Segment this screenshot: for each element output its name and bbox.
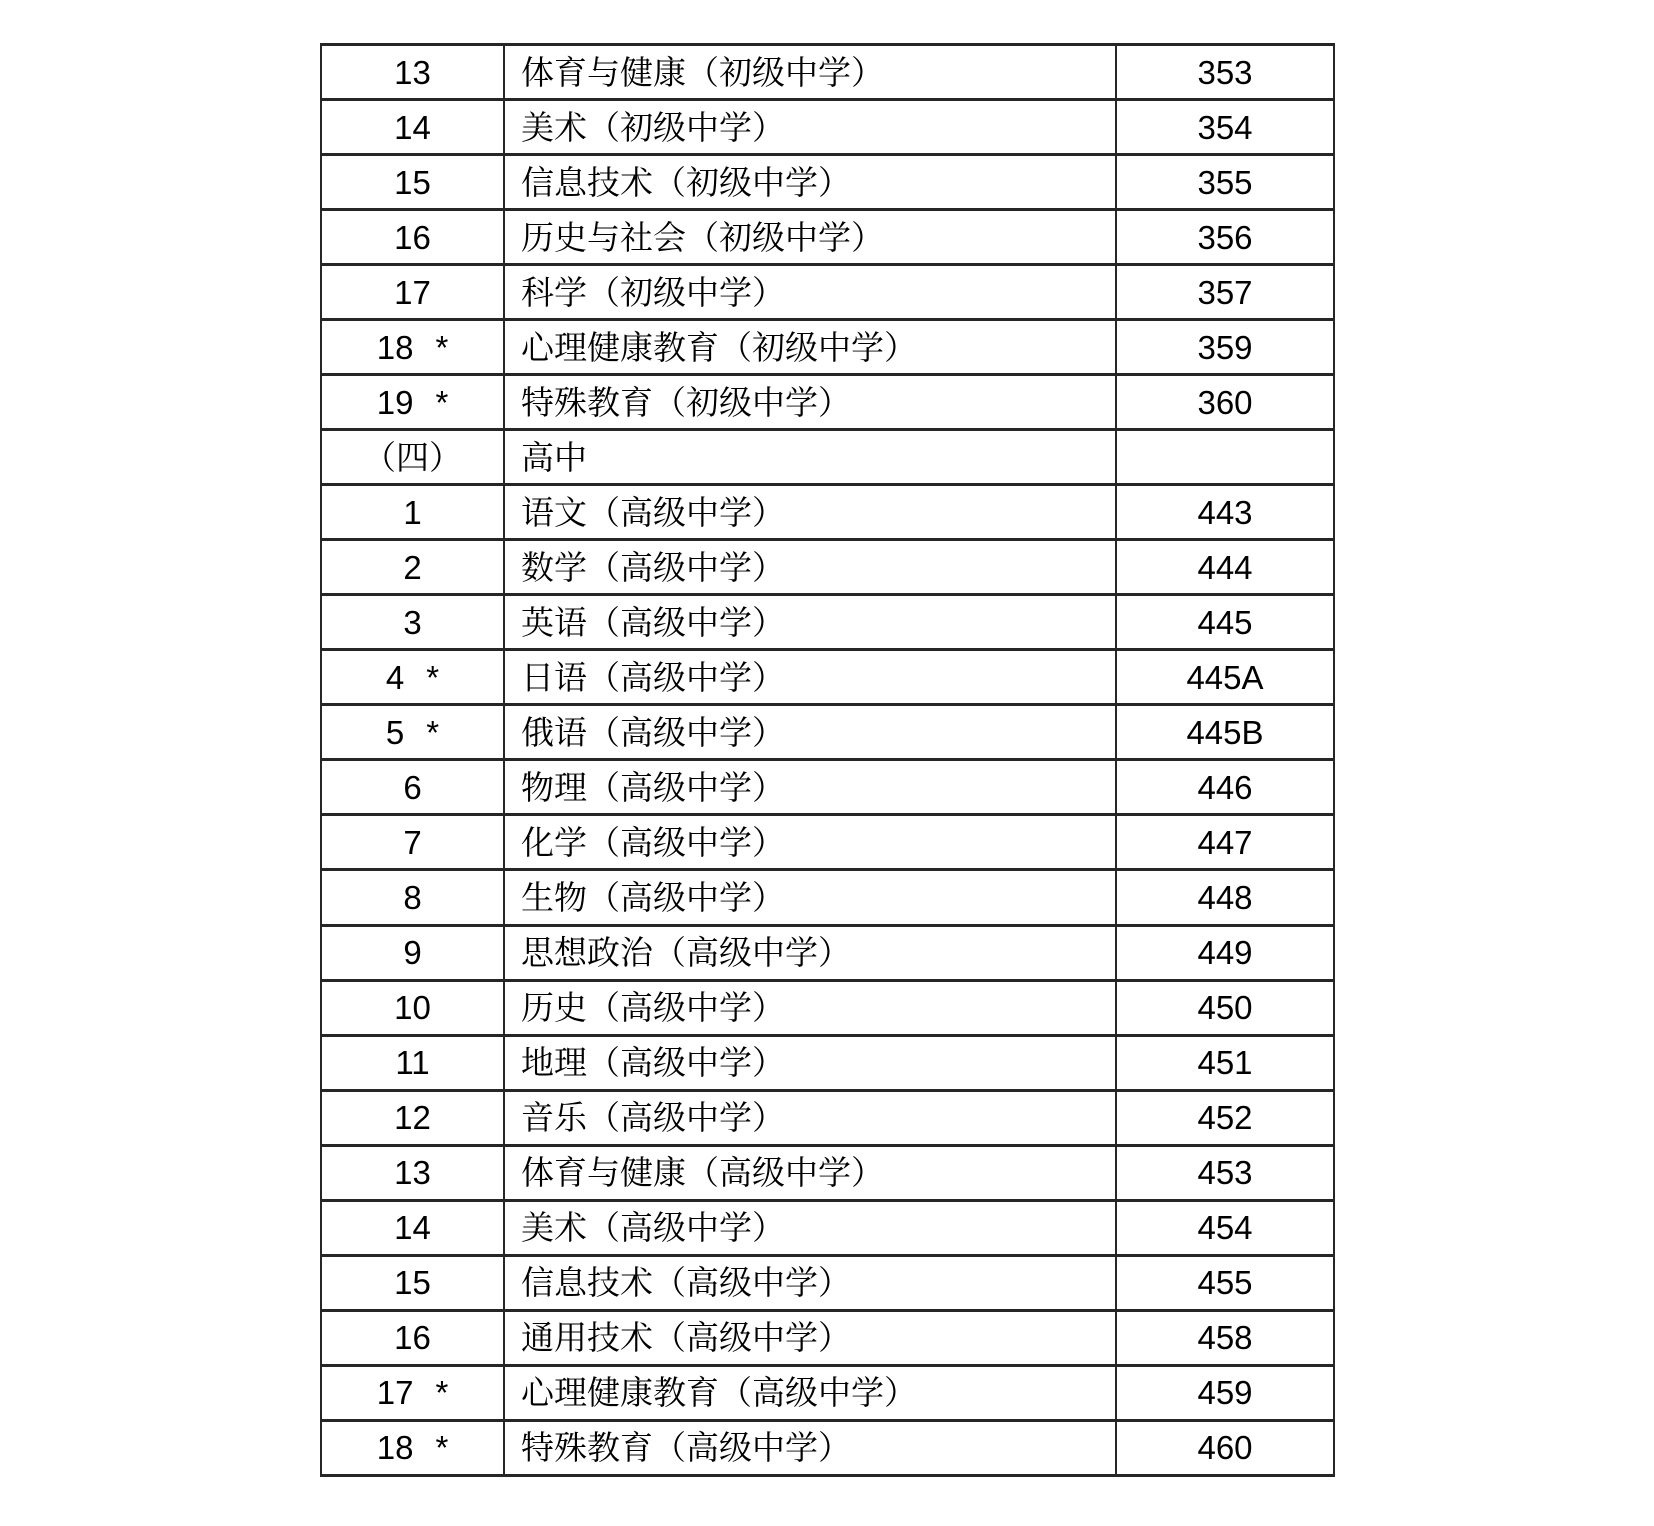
row-number-cell <box>321 375 504 430</box>
row-star-mark: * <box>435 383 449 421</box>
subject-name: 高中 <box>504 430 1116 485</box>
subject-code: 452 <box>1116 1090 1334 1145</box>
row-number: 16 <box>394 218 431 256</box>
subject-name: 信息技术（高级中学） <box>504 1255 1116 1310</box>
table-row <box>321 870 1334 925</box>
table-row <box>321 1365 1334 1420</box>
subject-name: 历史与社会（初级中学） <box>504 210 1116 265</box>
subject-code: 458 <box>1116 1310 1334 1365</box>
row-number: 10 <box>394 989 431 1027</box>
table-row <box>321 815 1334 870</box>
row-number-cell <box>321 760 504 815</box>
row-number: 15 <box>394 163 431 201</box>
subject-code: 354 <box>1116 100 1334 155</box>
table-row <box>321 45 1334 100</box>
row-number: 8 <box>403 878 422 916</box>
subject-code: 455 <box>1116 1255 1334 1310</box>
subject-code: 448 <box>1116 870 1334 925</box>
subject-code: 445A <box>1116 650 1334 705</box>
row-number: 5 <box>385 713 405 751</box>
table-row <box>321 155 1334 210</box>
row-number: 4 <box>385 658 405 696</box>
row-number-cell <box>321 1255 504 1310</box>
row-number-cell <box>321 870 504 925</box>
subject-name: 地理（高级中学） <box>504 1035 1116 1090</box>
row-number: 13 <box>394 53 431 91</box>
subject-code: 446 <box>1116 760 1334 815</box>
subject-code: 444 <box>1116 540 1334 595</box>
subject-name: 信息技术（初级中学） <box>504 155 1116 210</box>
row-number: 12 <box>394 1099 431 1137</box>
subject-name: 俄语（高级中学） <box>504 705 1116 760</box>
row-number-cell <box>321 485 504 540</box>
subject-table-body <box>321 45 1334 1476</box>
subject-code <box>1116 430 1334 485</box>
row-star-mark: * <box>435 1429 449 1467</box>
subject-name: 美术（初级中学） <box>504 100 1116 155</box>
table-row <box>321 1090 1334 1145</box>
subject-name: 音乐（高级中学） <box>504 1090 1116 1145</box>
row-number-cell <box>321 1200 504 1255</box>
subject-name: 思想政治（高级中学） <box>504 925 1116 980</box>
subject-name: 体育与健康（初级中学） <box>504 45 1116 100</box>
row-number-cell <box>321 815 504 870</box>
table-row <box>321 980 1334 1035</box>
subject-name: 化学（高级中学） <box>504 815 1116 870</box>
subject-name: 历史（高级中学） <box>504 980 1116 1035</box>
subject-code: 353 <box>1116 45 1334 100</box>
subject-code: 445B <box>1116 705 1334 760</box>
subject-name: 日语（高级中学） <box>504 650 1116 705</box>
row-number-cell <box>321 1035 504 1090</box>
row-number: 14 <box>394 1209 431 1247</box>
row-number: 2 <box>403 548 422 586</box>
table-row <box>321 1310 1334 1365</box>
table-row <box>321 485 1334 540</box>
row-number: 17 <box>394 273 431 311</box>
row-number-cell <box>321 980 504 1035</box>
row-number: 17 <box>376 1374 414 1412</box>
row-number-cell <box>321 595 504 650</box>
subject-name: 体育与健康（高级中学） <box>504 1145 1116 1200</box>
subject-code: 359 <box>1116 320 1334 375</box>
row-number: 19 <box>376 383 414 421</box>
row-number-cell <box>321 45 504 100</box>
table-row <box>321 540 1334 595</box>
subject-name: 英语（高级中学） <box>504 595 1116 650</box>
subject-code: 453 <box>1116 1145 1334 1200</box>
table-row <box>321 265 1334 320</box>
subject-name: 生物（高级中学） <box>504 870 1116 925</box>
subject-name: 通用技术（高级中学） <box>504 1310 1116 1365</box>
subject-code: 450 <box>1116 980 1334 1035</box>
table-row <box>321 650 1334 705</box>
row-number: 16 <box>394 1319 431 1357</box>
table-row <box>321 595 1334 650</box>
subject-code: 360 <box>1116 375 1334 430</box>
subject-code: 454 <box>1116 1200 1334 1255</box>
row-number-cell <box>321 155 504 210</box>
row-number-cell <box>321 320 504 375</box>
row-number: 6 <box>403 768 422 806</box>
row-number-cell <box>321 705 504 760</box>
row-number-cell <box>321 265 504 320</box>
subject-name: 科学（初级中学） <box>504 265 1116 320</box>
row-number-cell <box>321 540 504 595</box>
row-number-cell <box>321 1420 504 1475</box>
table-row <box>321 430 1334 485</box>
subject-code: 443 <box>1116 485 1334 540</box>
table-row <box>321 210 1334 265</box>
subject-code: 356 <box>1116 210 1334 265</box>
subject-name: 美术（高级中学） <box>504 1200 1116 1255</box>
table-row <box>321 100 1334 155</box>
row-star-mark: * <box>435 328 449 366</box>
row-star-mark: * <box>435 1374 449 1412</box>
row-number-cell <box>321 430 504 485</box>
row-number-cell <box>321 1090 504 1145</box>
row-number: 9 <box>403 934 422 972</box>
table-row <box>321 1145 1334 1200</box>
row-number: 15 <box>394 1264 431 1302</box>
subject-name: 数学（高级中学） <box>504 540 1116 595</box>
table-row <box>321 705 1334 760</box>
table-row <box>321 1255 1334 1310</box>
row-number: 3 <box>403 603 422 641</box>
row-number-cell <box>321 210 504 265</box>
subject-code: 357 <box>1116 265 1334 320</box>
table-row <box>321 375 1334 430</box>
row-star-mark: * <box>426 713 440 751</box>
subject-code: 451 <box>1116 1035 1334 1090</box>
row-number: 18 <box>376 1429 414 1467</box>
row-number: （四） <box>363 438 462 476</box>
subject-code: 449 <box>1116 925 1334 980</box>
row-star-mark: * <box>426 658 440 696</box>
row-number-cell <box>321 925 504 980</box>
table-row <box>321 1200 1334 1255</box>
subject-name: 语文（高级中学） <box>504 485 1116 540</box>
row-number-cell <box>321 100 504 155</box>
subject-code: 447 <box>1116 815 1334 870</box>
row-number: 1 <box>403 493 422 531</box>
subject-code: 355 <box>1116 155 1334 210</box>
table-row <box>321 1035 1334 1090</box>
subject-code-table <box>320 43 1335 1477</box>
subject-code: 460 <box>1116 1420 1334 1475</box>
table-row <box>321 1420 1334 1475</box>
row-number: 18 <box>376 328 414 366</box>
table-row <box>321 925 1334 980</box>
row-number-cell <box>321 1310 504 1365</box>
subject-name: 特殊教育（初级中学） <box>504 375 1116 430</box>
table-row <box>321 760 1334 815</box>
row-number: 14 <box>394 108 431 146</box>
row-number: 7 <box>403 823 422 861</box>
row-number-cell <box>321 1145 504 1200</box>
row-number-cell <box>321 650 504 705</box>
table-row <box>321 320 1334 375</box>
row-number: 11 <box>395 1044 430 1082</box>
subject-name: 物理（高级中学） <box>504 760 1116 815</box>
row-number: 13 <box>394 1154 431 1192</box>
subject-name: 特殊教育（高级中学） <box>504 1420 1116 1475</box>
subject-code: 459 <box>1116 1365 1334 1420</box>
subject-name: 心理健康教育（初级中学） <box>504 320 1116 375</box>
subject-code: 445 <box>1116 595 1334 650</box>
row-number-cell <box>321 1365 504 1420</box>
subject-name: 心理健康教育（高级中学） <box>504 1365 1116 1420</box>
